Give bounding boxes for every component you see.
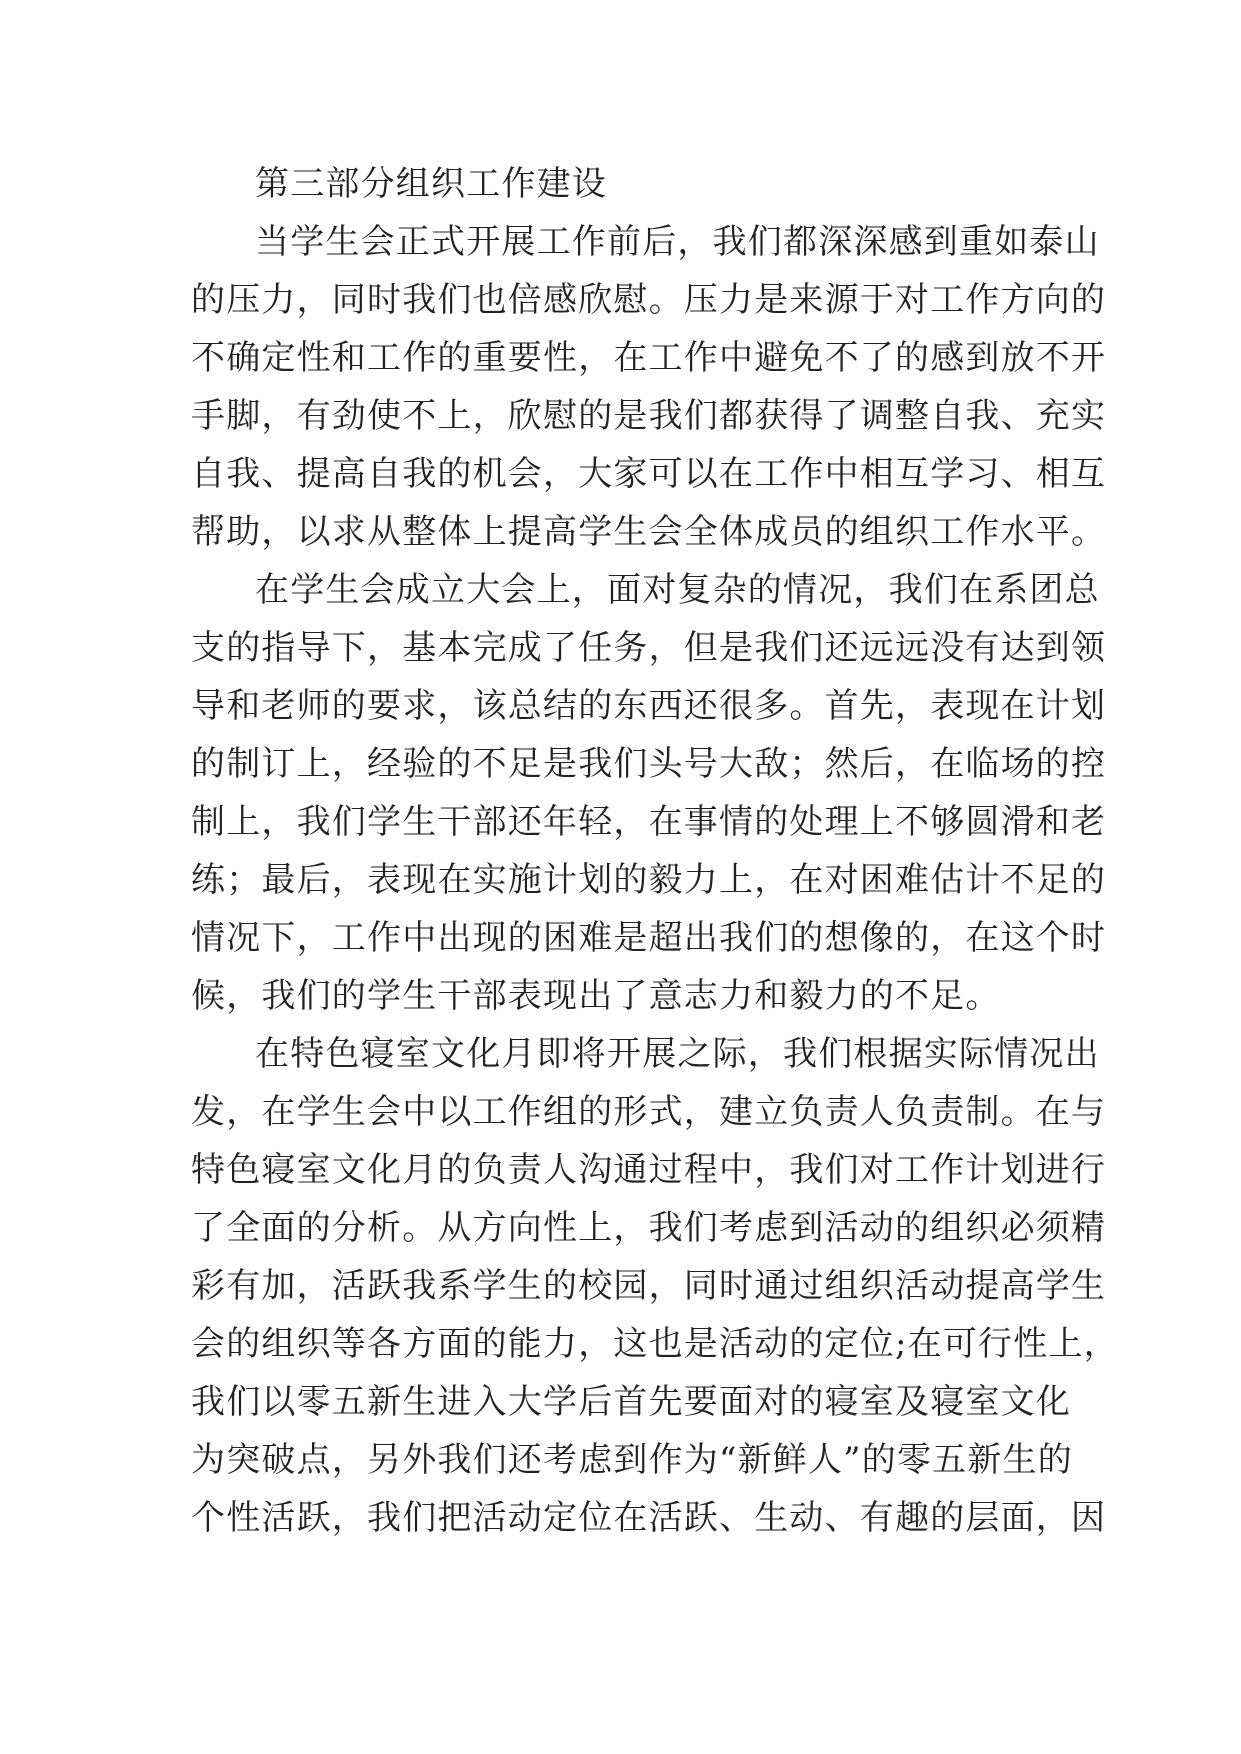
paragraph-2-line: 练；最后，表现在实施计划的毅力上，在对困难估计不足的 xyxy=(191,860,1107,900)
paragraph-2-line: 在学生会成立大会上，面对复杂的情况，我们在系团总 xyxy=(255,570,1100,610)
paragraph-3-line: 发，在学生会中以工作组的形式，建立负责人负责制。在与 xyxy=(191,1092,1107,1132)
paragraph-1-line: 帮助，以求从整体上提高学生会全体成员的组织工作水平。 xyxy=(191,512,1107,552)
paragraph-2-line: 的制订上，经验的不足是我们头号大敌；然后，在临场的控 xyxy=(191,744,1107,784)
paragraph-2-line: 支的指导下，基本完成了任务，但是我们还远远没有达到领 xyxy=(191,628,1107,668)
paragraph-3-line: 在特色寝室文化月即将开展之际，我们根据实际情况出 xyxy=(255,1034,1100,1074)
paragraph-1-line: 不确定性和工作的重要性，在工作中避免不了的感到放不开 xyxy=(191,338,1107,378)
paragraph-3-line: 为突破点，另外我们还考虑到作为“新鲜人”的零五新生的 xyxy=(191,1440,1073,1480)
paragraph-3-line: 我们以零五新生进入大学后首先要面对的寝室及寝室文化 xyxy=(191,1382,1071,1422)
paragraph-2-line: 制上，我们学生干部还年轻，在事情的处理上不够圆滑和老 xyxy=(191,802,1107,842)
paragraph-2-line: 导和老师的要求，该总结的东西还很多。首先，表现在计划 xyxy=(191,686,1107,726)
paragraph-3-line: 特色寝室文化月的负责人沟通过程中，我们对工作计划进行 xyxy=(191,1150,1107,1190)
paragraph-1-line: 当学生会正式开展工作前后，我们都深深感到重如泰山 xyxy=(255,222,1100,262)
paragraph-3-line: 会的组织等各方面的能力，这也是活动的定位;在可行性上， xyxy=(191,1324,1119,1364)
section-heading: 第三部分组织工作建设 xyxy=(255,164,607,204)
paragraph-1-line: 自我、提高自我的机会，大家可以在工作中相互学习、相互 xyxy=(191,454,1107,494)
paragraph-3-line: 了全面的分析。从方向性上，我们考虑到活动的组织必须精 xyxy=(191,1208,1107,1248)
document-body xyxy=(191,155,1119,1547)
paragraph-3-line: 彩有加，活跃我系学生的校园，同时通过组织活动提高学生 xyxy=(191,1266,1107,1306)
paragraph-1-line: 手脚，有劲使不上，欣慰的是我们都获得了调整自我、充实 xyxy=(191,396,1107,436)
paragraph-3-line: 个性活跃，我们把活动定位在活跃、生动、有趣的层面，因 xyxy=(191,1498,1107,1538)
paragraph-2-line: 情况下，工作中出现的困难是超出我们的想像的，在这个时 xyxy=(191,918,1107,958)
paragraph-2-line: 候，我们的学生干部表现出了意志力和毅力的不足。 xyxy=(191,976,1001,1016)
paragraph-1-line: 的压力，同时我们也倍感欣慰。压力是来源于对工作方向的 xyxy=(191,280,1107,320)
